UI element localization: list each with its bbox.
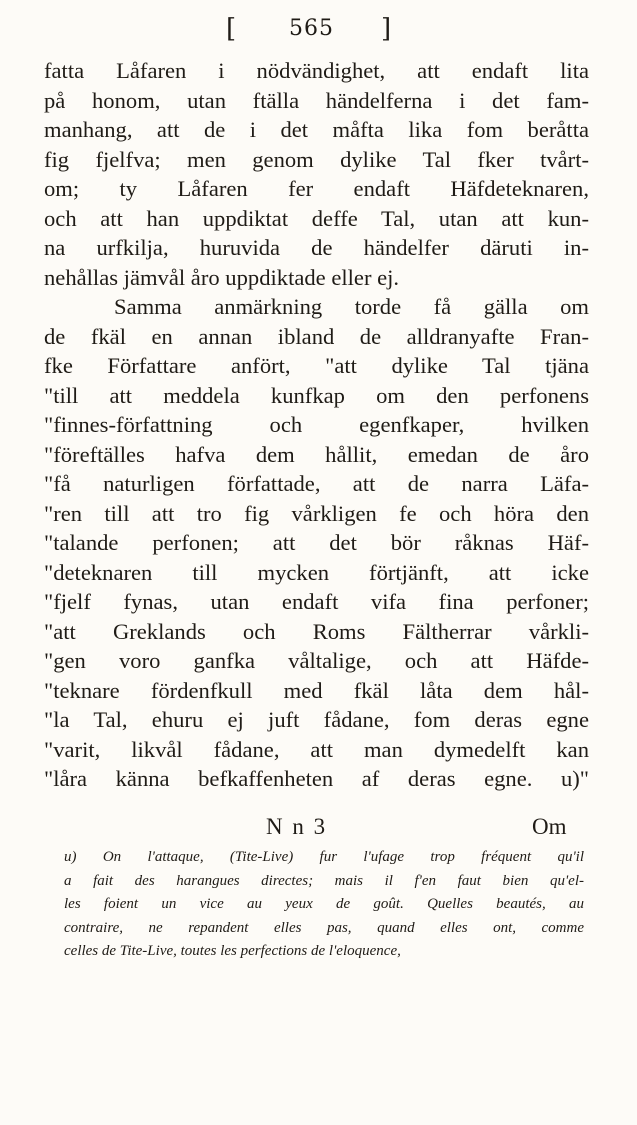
text-line: och att han uppdiktat deffe Tal, utan att kun- [44, 205, 589, 231]
text-line: "talande perfonen; att det bör råknas Häf- [44, 530, 589, 555]
footnote-line: contraire, ne repandent elles pas, quand elles ont, comme [64, 919, 584, 936]
header-bracket-left: [ [226, 14, 237, 44]
text-line: na urfkilja, huruvida de händelfer däruti in- [44, 235, 589, 260]
footnote-line: a fait des harangues directes; mais il f'en faut bien qu'el- [64, 872, 584, 889]
signature-mark: N n 3 [266, 814, 328, 839]
text-line: om; ty Låfaren fer endaft Häfdeteknaren, [44, 176, 589, 201]
footnote-line: u) On l'attaque, (Tite-Live) fur l'ufage trop fréquent qu'il [64, 849, 584, 865]
text-line: "la Tal, ehuru ej juft fådane, fom deras egne [44, 707, 589, 732]
body-text [44, 56, 589, 794]
footnote-line: les foient un vice au yeux de goût. Quelles beautés, au [64, 896, 584, 912]
page-footer [0, 814, 637, 850]
text-line: "föreftälles hafva dem hållit, emedan de åro [44, 441, 589, 467]
text-line: "deteknaren till mycken förtjänft, att icke [44, 559, 589, 585]
catchword: Om [532, 814, 567, 839]
text-line: "att Greklands och Roms Fältherrar vårkli- [44, 618, 589, 644]
text-line: fatta Låfaren i nödvändighet, att endaft lita [44, 58, 589, 83]
text-line: "gen voro ganfka våltalige, och att Häfde- [44, 648, 589, 673]
text-line: fig fjelfva; men genom dylike Tal fker tvårt- [44, 146, 589, 172]
text-line: "få naturligen författade, att de narra Läfa- [44, 471, 589, 496]
text-line: "finnes-författning och egenfkaper, hvilken [44, 412, 589, 437]
text-line: de fkäl en annan ibland de alldranyafte Fran- [44, 323, 589, 349]
text-line: manhang, att de i det måfta lika fom beråtta [44, 117, 589, 142]
text-line: "varit, likvål fådane, att man dymedelft kan [44, 736, 589, 762]
text-line: på honom, utan ftälla händelferna i det fam- [44, 87, 589, 113]
footnote [64, 846, 584, 964]
page-number: 565 [289, 16, 334, 41]
text-line: nehållas jämvål åro uppdiktade eller ej. [44, 264, 400, 290]
text-line: "fjelf fynas, utan endaft vifa fina perfoner; [44, 589, 589, 614]
text-line: "ren till att tro fig vårkligen fe och höra den [44, 500, 589, 526]
header-bracket-right: ] [381, 14, 392, 44]
running-header [0, 10, 637, 50]
text-line: "teknare fördenfkull med fkäl låta dem hål- [44, 677, 589, 703]
footnote-line: celles de Tite-Live, toutes les perfections de l'eloquence, [64, 943, 401, 959]
text-line-paragraph-start: Samma anmärkning torde få gälla om [114, 294, 589, 319]
text-line: "till att meddela kunfkap om den perfonens [44, 382, 589, 408]
text-line: "låra känna befkaffenheten af deras egne. u)" [44, 766, 589, 791]
text-line: fke Författare anfört, "att dylike Tal tjäna [44, 353, 589, 378]
